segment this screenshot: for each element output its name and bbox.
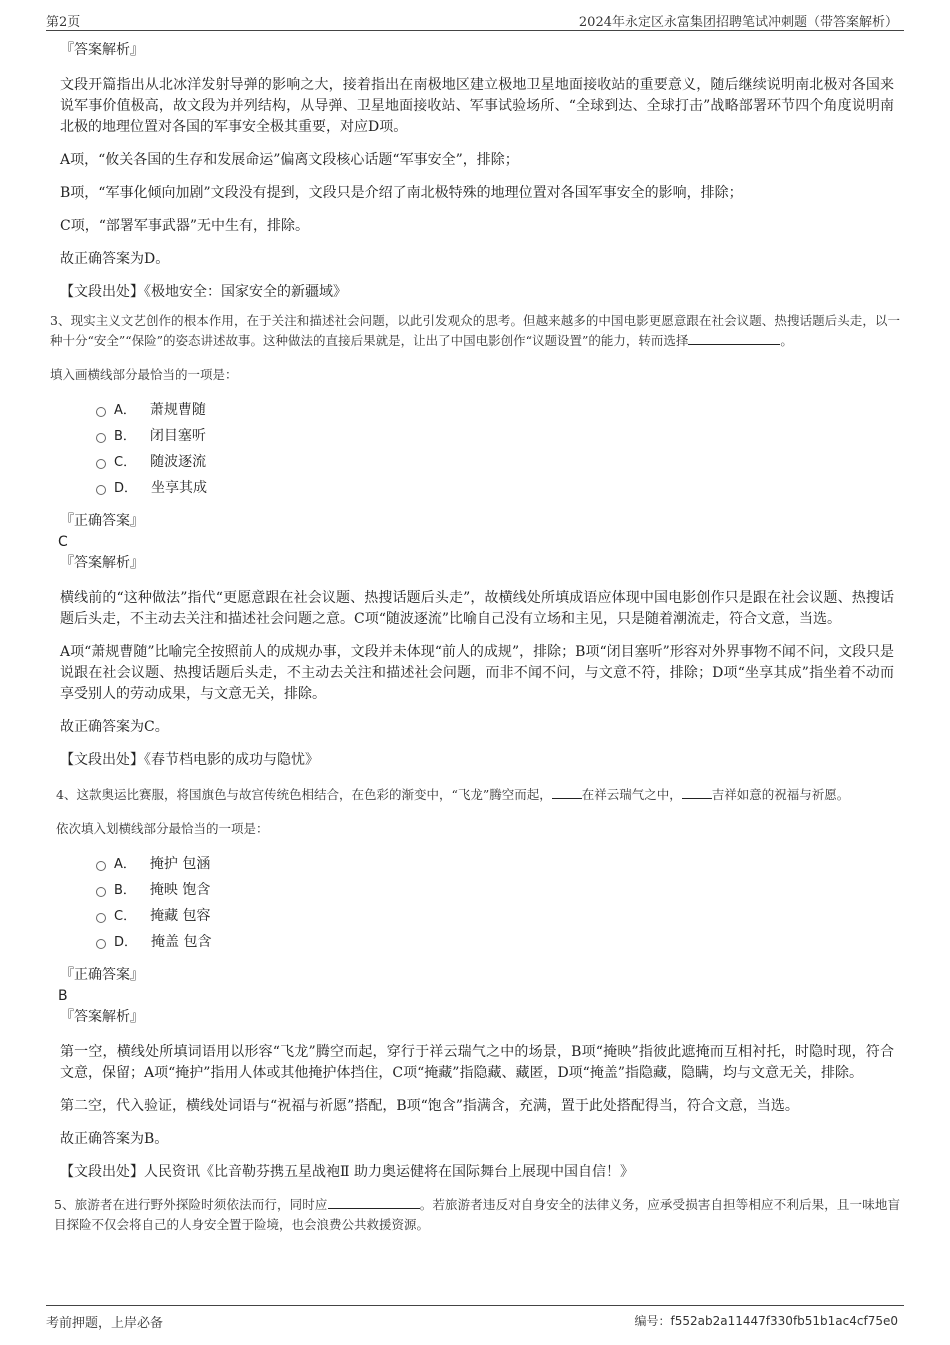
- option-d[interactable]: [96, 479, 894, 505]
- radio-button[interactable]: [96, 433, 106, 443]
- question-text-part: 5、旅游者在进行野外探险时须依法而行，同时应: [54, 1197, 328, 1212]
- option-a[interactable]: [96, 855, 894, 881]
- answer-blank: [682, 785, 712, 799]
- option-list: [96, 855, 894, 959]
- page-number: 第2页: [46, 15, 81, 30]
- option-text: 掩盖 包含: [151, 934, 212, 950]
- radio-button[interactable]: [96, 913, 106, 923]
- option-c[interactable]: [96, 907, 894, 933]
- document-code: 编号：f552ab2a11447f330fb51b1ac4cf75e0: [634, 1314, 898, 1328]
- correct-answer-label: 『正确答案』: [60, 513, 144, 529]
- answer-blank: [552, 785, 582, 799]
- analysis-label: 『答案解析』: [60, 1009, 144, 1025]
- answer-blank: [328, 1195, 420, 1209]
- analysis-paragraph: 第一空，横线处所填词语用以形容“飞龙”腾空而起，穿行于祥云瑞气之中的场景，B项“掩映”指彼此遮掩而互相衬托，时隐时现，符合文意，保留；A项“掩护”指用人体或其他掩护体挡住，C项“掩藏”指隐藏、藏匿，D项“掩盖”指隐藏，隐瞒，均与文意无关，排除。: [60, 1044, 894, 1081]
- analysis-label: 『答案解析』: [60, 555, 144, 571]
- question-text-part: 3、现实主义文艺创作的根本作用，在于关注和描述社会问题，以此引发观众的思考。但越来越多的中国电影更愿意跟在社会议题、热搜话题后头走，以一种十分“安全”“保险”的姿态讲述故事。这种做法的直接后果就是，让出了中国电影创作“议题设置”的能力，转而选择: [50, 313, 900, 348]
- option-list: [96, 401, 894, 505]
- page-content: [50, 40, 900, 1249]
- option-a[interactable]: [96, 401, 894, 427]
- option-text: 坐享其成: [151, 480, 208, 496]
- analysis-paragraph: A项，“攸关各国的生存和发展命运”偏离文段核心话题“军事安全”，排除；: [60, 152, 519, 168]
- page-footer: [46, 1305, 904, 1331]
- analysis-paragraph: 故正确答案为B。: [60, 1131, 169, 1147]
- question-text-part: 在祥云瑞气之中，: [581, 787, 682, 802]
- question-prompt: 依次填入划横线部分最恰当的一项是：: [56, 821, 269, 836]
- analysis-label: 『答案解析』: [60, 42, 144, 58]
- option-letter: C．: [114, 909, 137, 924]
- analysis-paragraph: 横线前的“这种做法”指代“更愿意跟在社会议题、热搜话题后头走”，故横线处所填成语应体现中国电影创作只是跟在社会议题、热搜话题后头走，不主动去关注和描述社会问题之意。C项“随波逐流”比喻自己没有立场和主见，只是随着潮流走，符合文意，当选。: [60, 590, 894, 627]
- question-text-part: 。: [780, 333, 793, 348]
- analysis-paragraph: B项，“军事化倾向加剧”文段没有提到，文段只是介绍了南北极特殊的地理位置对各国军事安全的影响，排除；: [60, 185, 743, 201]
- radio-button[interactable]: [96, 407, 106, 417]
- question-text-part: 。若旅游者违反对自身安全的法律义务，应承受损害自担等相应不利后果，且一味地盲目探险不仅会将自己的人身安全置于险境，也会浪费公共救援资源。: [54, 1197, 900, 1232]
- radio-button[interactable]: [96, 861, 106, 871]
- question-text: [56, 785, 894, 805]
- analysis-paragraph: 第二空，代入验证，横线处词语与“祝福与祈愿”搭配，B项“饱含”指满含，充满，置于此处搭配得当，符合文意，当选。: [60, 1098, 799, 1114]
- analysis-paragraph: C项，“部署军事武器”无中生有，排除。: [60, 218, 310, 234]
- footer-slogan: 考前押题，上岸必备: [46, 1316, 164, 1331]
- analysis-paragraph: 故正确答案为D。: [60, 251, 170, 267]
- option-text: 萧规曹随: [149, 402, 206, 418]
- option-text: 掩护 包涵: [149, 856, 211, 872]
- option-letter: A．: [114, 403, 136, 418]
- option-b[interactable]: [96, 881, 894, 907]
- option-letter: D．: [114, 481, 138, 496]
- question-2-analysis: [56, 40, 894, 303]
- option-c[interactable]: [96, 453, 894, 479]
- question-3: [50, 311, 900, 771]
- source-citation: 【文段出处】《极地安全：国家安全的新疆域》: [60, 284, 347, 300]
- analysis-paragraph: 文段开篇指出从北冰洋发射导弹的影响之大，接着指出在南极地区建立极地卫星地面接收站的重要意义，随后继续说明南北极对各国来说军事价值极高，故文段为并列结构，从导弹、卫星地面接收站、军事试验场所、“全球到达、全球打击”战略部署环节四个角度说明南北极的地理位置对各国的军事安全极其重要，对应D项。: [60, 77, 894, 135]
- question-text: [54, 1195, 900, 1235]
- option-letter: A．: [114, 857, 136, 872]
- question-prompt: 填入画横线部分最恰当的一项是：: [50, 367, 238, 382]
- correct-answer: B: [58, 988, 68, 1004]
- option-letter: B．: [114, 429, 136, 444]
- option-text: 闭目塞听: [149, 428, 206, 444]
- option-text: 掩映 饱含: [149, 882, 211, 898]
- option-letter: B．: [114, 883, 136, 898]
- radio-button[interactable]: [96, 485, 106, 495]
- correct-answer: C: [58, 534, 68, 550]
- answer-blank: [688, 331, 780, 345]
- radio-button[interactable]: [96, 459, 106, 469]
- option-letter: D．: [114, 935, 138, 950]
- radio-button[interactable]: [96, 939, 106, 949]
- document-title: 2024年永定区永富集团招聘笔试冲刺题（带答案解析）: [578, 15, 898, 30]
- analysis-paragraph: A项“萧规曹随”比喻完全按照前人的成规办事，文段并未体现“前人的成规”，排除；B项“闭目塞听”形容对外界事物不闻不问，文段只是说跟在社会议题、热搜话题后头走，不主动去关注和描述社会问题，而非不闻不问，与文意不符，排除；D项“坐享其成”指坐着不动而享受别人的劳动成果，与文意无关，排除。: [60, 644, 894, 702]
- source-citation: 【文段出处】《春节档电影的成功与隐忧》: [60, 752, 319, 768]
- question-text-part: 吉祥如意的祝福与祈愿。: [711, 787, 850, 802]
- radio-button[interactable]: [96, 887, 106, 897]
- correct-answer-label: 『正确答案』: [60, 967, 144, 983]
- question-text: [50, 311, 900, 351]
- source-citation: 【文段出处】人民资讯《比音勒芬携五星战袍Ⅱ 助力奥运健将在国际舞台上展现中国自信！》: [60, 1164, 634, 1180]
- option-text: 随波逐流: [150, 454, 207, 470]
- page-header: [46, 8, 904, 31]
- option-b[interactable]: [96, 427, 894, 453]
- option-letter: C．: [114, 455, 137, 470]
- question-4: [56, 785, 894, 1183]
- option-d[interactable]: [96, 933, 894, 959]
- question-text-part: 4、这款奥运比赛服，将国旗色与故宫传统色相结合，在色彩的渐变中，“飞龙”腾空而起，: [56, 787, 552, 802]
- analysis-paragraph: 故正确答案为C。: [60, 719, 169, 735]
- option-text: 掩藏 包容: [150, 908, 211, 924]
- question-5: [54, 1195, 900, 1235]
